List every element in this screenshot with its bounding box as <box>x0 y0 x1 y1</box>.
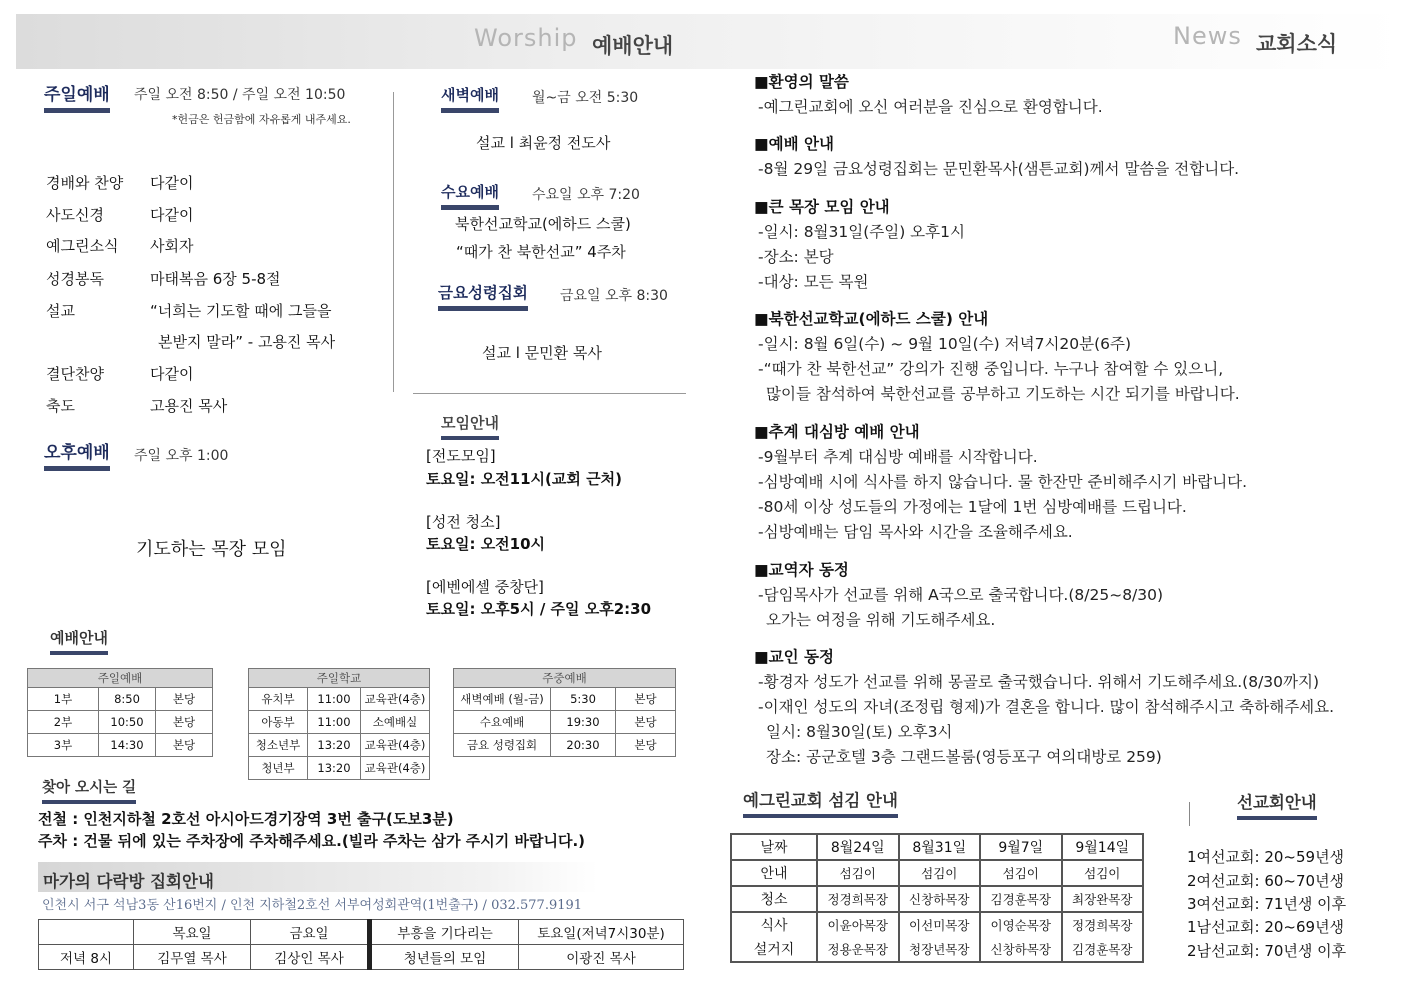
table-cell: 이윤아목장 <box>817 912 899 937</box>
table-cell: 이영순목장 <box>980 912 1062 937</box>
afternoon-worship-time: 주일 오후 1:00 <box>134 448 229 464</box>
wednesday-line2: “때가 찬 북한선교” 4주차 <box>456 243 626 261</box>
table-row <box>249 734 430 757</box>
table-row <box>249 711 430 734</box>
news-line: -9월부터 추계 대심방 예배를 시작합니다. <box>758 448 1038 466</box>
sunday-service-table <box>27 668 213 757</box>
table-cell: 소예배실 <box>361 711 430 734</box>
wednesday-line1: 북한선교학교(에하드 스쿨) <box>455 215 631 233</box>
table-header: 주중예배 <box>454 669 676 688</box>
worship-tables-title: 예배안내 <box>50 627 108 655</box>
news-line: -일시: 8월31일(주일) 오후1시 <box>758 223 965 241</box>
order-label: 설교 <box>46 302 75 320</box>
service-title: 예그린교회 섬김 안내 <box>743 787 898 818</box>
wednesday-worship-title: 수요예배 <box>441 181 499 210</box>
news-title: ■교역자 동정 <box>754 561 849 579</box>
dawn-worship-title: 새벽예배 <box>441 84 499 113</box>
table-cell: 청소년부 <box>249 734 308 757</box>
order-label: 사도신경 <box>46 206 104 224</box>
mission-item: 1여선교회: 20~59년생 <box>1187 848 1345 866</box>
order-label: 결단찬양 <box>46 365 104 383</box>
table-row <box>731 912 1143 937</box>
table-cell: 섬김이 <box>980 860 1062 886</box>
afternoon-worship-desc: 기도하는 목장 모임 <box>136 539 287 560</box>
order-label: 예그린소식 <box>46 237 119 255</box>
table-cell: 날짜 <box>731 834 817 860</box>
magah-title: 마가의 다락방 집회안내 <box>43 872 214 891</box>
directions-title: 찾아 오시는 길 <box>42 776 136 804</box>
offering-note: *헌금은 헌금함에 자유롭게 내주세요. <box>172 113 351 126</box>
news-line: -장소: 본당 <box>758 248 834 266</box>
friday-preacher: 설교 l 문민환 목사 <box>482 344 602 362</box>
table-cell: 새벽예배 (월-금) <box>454 688 551 711</box>
table-cell: 아동부 <box>249 711 308 734</box>
table-row <box>454 711 676 734</box>
table-row <box>28 734 213 757</box>
table-cell: 최장완목장 <box>1062 886 1144 912</box>
friday-worship-time: 금요일 오후 8:30 <box>560 288 668 304</box>
order-value: “너희는 기도할 때에 그들을 <box>150 302 332 320</box>
news-en-title: News <box>1173 22 1242 50</box>
table-cell <box>39 920 134 945</box>
table-cell: 목요일 <box>134 920 251 945</box>
table-row <box>731 860 1143 886</box>
news-line: -80세 이상 성도들의 가정에는 1달에 1번 심방예배를 드립니다. <box>758 498 1187 516</box>
news-title: ■추계 대심방 예배 안내 <box>754 423 920 441</box>
table-cell: 11:00 <box>308 688 361 711</box>
table-cell: 청년들의 모임 <box>370 945 519 970</box>
sunday-school-table <box>248 668 430 780</box>
table-cell: 금요일 <box>251 920 370 945</box>
table-cell: 섬김이 <box>817 860 899 886</box>
table-cell: 정경희목장 <box>1062 912 1144 937</box>
table-cell: 수요예배 <box>454 711 551 734</box>
table-cell: 10:50 <box>99 711 156 734</box>
table-cell: 3부 <box>28 734 99 757</box>
table-cell: 정용운목장 <box>817 937 899 962</box>
news-line: 오가는 여정을 위해 기도해주세요. <box>766 611 996 629</box>
worship-en-title: Worship <box>474 24 578 52</box>
table-cell: 설거지 <box>731 937 817 962</box>
meeting-time: 토요일: 오전10시 <box>426 535 546 553</box>
table-cell: 청년부 <box>249 757 308 780</box>
news-ko-title: 교회소식 <box>1256 32 1338 56</box>
table-cell: 교육관(4층) <box>361 757 430 780</box>
table-cell: 19:30 <box>551 711 616 734</box>
table-cell: 신창하목장 <box>980 937 1062 962</box>
weekday-service-table <box>453 668 676 757</box>
table-cell: 교육관(4층) <box>361 688 430 711</box>
order-label: 성경봉독 <box>46 270 104 288</box>
table-cell: 13:20 <box>308 734 361 757</box>
table-header: 주일학교 <box>249 669 430 688</box>
order-value: 마태복음 6장 5-8절 <box>150 270 281 288</box>
order-value: 다같이 <box>150 206 194 224</box>
meeting-time: 토요일: 오전11시(교회 근처) <box>426 470 622 488</box>
dawn-worship-time: 월~금 오전 5:30 <box>532 90 639 106</box>
table-cell: 금요 성령집회 <box>454 734 551 757</box>
table-cell: 본당 <box>156 711 213 734</box>
news-title: ■교인 동정 <box>754 648 834 666</box>
table-cell: 본당 <box>616 734 676 757</box>
table-cell: 김상인 목사 <box>251 945 370 970</box>
table-cell: 신창하목장 <box>899 886 981 912</box>
directions-parking: 주차 : 건물 뒤에 있는 주차장에 주차해주세요.(빌라 주차는 삼가 주시기 바랍니다.) <box>38 832 586 850</box>
table-row <box>454 688 676 711</box>
table-row <box>731 937 1143 962</box>
mission-item: 3여선교회: 71년생 이후 <box>1187 895 1347 913</box>
meeting-name: [전도모임] <box>426 447 496 465</box>
table-cell: 9월14일 <box>1062 834 1144 860</box>
table-cell: 교육관(4층) <box>361 734 430 757</box>
table-cell: 8월31일 <box>899 834 981 860</box>
table-cell: 정경희목장 <box>817 886 899 912</box>
order-value: 사회자 <box>150 237 194 255</box>
table-cell: 이선미목장 <box>899 912 981 937</box>
table-cell: 유치부 <box>249 688 308 711</box>
magah-address: 인천시 서구 석남3동 산16번지 / 인천 지하철2호선 서부여성회관역(1번출구) / 032.577.9191 <box>42 898 583 913</box>
table-row <box>731 886 1143 912</box>
news-line: -8월 29일 금요성령집회는 문민환목사(샘튼교회)께서 말씀을 전합니다. <box>758 160 1240 178</box>
meeting-name: [성전 청소] <box>426 513 501 531</box>
order-value: 다같이 <box>150 365 194 383</box>
dawn-preacher: 설교 l 최윤정 전도사 <box>476 134 611 152</box>
table-cell: 김경훈목장 <box>1062 937 1144 962</box>
meeting-time: 토요일: 오후5시 / 주일 오후2:30 <box>426 600 652 618</box>
table-row <box>39 945 684 970</box>
section-divider <box>413 393 686 394</box>
mission-item: 2남선교회: 70년생 이후 <box>1187 942 1347 960</box>
table-cell: 김경훈목장 <box>980 886 1062 912</box>
table-cell: 저녁 8시 <box>39 945 134 970</box>
mission-item: 2여선교회: 60~70년생 <box>1187 872 1345 890</box>
news-line: -이재인 성도의 자녀(조정립 형제)가 결혼을 합니다. 많이 참석해주시고 축하해주세요. <box>758 698 1335 716</box>
table-row <box>28 688 213 711</box>
table-cell: 부흥을 기다리는 <box>370 920 519 945</box>
news-line: -일시: 8월 6일(수) ~ 9월 10일(수) 저녁7시20분(6주) <box>758 335 1132 353</box>
table-header: 주일예배 <box>28 669 213 688</box>
table-cell: 14:30 <box>99 734 156 757</box>
table-cell: 본당 <box>156 688 213 711</box>
news-line: 일시: 8월30일(토) 오후3시 <box>766 723 953 741</box>
table-cell: 토요일(저녁7시30분) <box>519 920 684 945</box>
table-row <box>454 734 676 757</box>
news-line: 장소: 공군호텔 3층 그랜드볼룸(영등포구 여의대방로 259) <box>766 748 1162 766</box>
mission-title: 선교회안내 <box>1237 789 1317 820</box>
table-row <box>28 711 213 734</box>
table-cell: 청소 <box>731 886 817 912</box>
news-line: -예그린교회에 오신 여러분을 진심으로 환영합니다. <box>758 98 1103 116</box>
order-label: 경배와 찬양 <box>46 174 124 192</box>
sunday-worship-times: 주일 오전 8:50 / 주일 오전 10:50 <box>134 87 346 103</box>
table-cell: 20:30 <box>551 734 616 757</box>
news-line: -황경자 성도가 선교를 위해 몽골로 출국했습니다. 위해서 기도해주세요.(8/30까지) <box>758 673 1320 691</box>
table-cell: 이광진 목사 <box>519 945 684 970</box>
news-line: -“때가 찬 북한선교” 강의가 진행 중입니다. 누구나 참여할 수 있으니, <box>758 360 1224 378</box>
table-row <box>39 920 684 945</box>
table-cell: 8:50 <box>99 688 156 711</box>
meetings-title: 모임안내 <box>441 412 499 440</box>
news-title: ■예배 안내 <box>754 135 834 153</box>
meeting-name: [에벤에셀 중창단] <box>426 578 544 596</box>
news-title: ■환영의 말씀 <box>754 73 849 91</box>
worship-ko-title: 예배안내 <box>592 34 674 58</box>
sunday-worship-title: 주일예배 <box>44 80 110 113</box>
table-cell: 2부 <box>28 711 99 734</box>
order-value: 다같이 <box>150 174 194 192</box>
friday-worship-title: 금요성령집회 <box>438 281 528 311</box>
table-cell: 섬김이 <box>899 860 981 886</box>
table-cell: 13:20 <box>308 757 361 780</box>
news-title: ■큰 목장 모임 안내 <box>754 198 890 216</box>
news-title: ■북한선교학교(에하드 스쿨) 안내 <box>754 310 989 328</box>
news-line: -심방예배 시에 식사를 하지 않습니다. 물 한잔만 준비해주시기 바랍니다. <box>758 473 1248 491</box>
afternoon-worship-title: 오후예배 <box>44 438 110 471</box>
table-row <box>249 757 430 780</box>
table-cell: 본당 <box>616 711 676 734</box>
table-cell: 본당 <box>616 688 676 711</box>
table-row <box>731 834 1143 860</box>
order-value: 본받지 말라” - 고용진 목사 <box>158 333 336 351</box>
table-cell: 5:30 <box>551 688 616 711</box>
table-cell: 식사 <box>731 912 817 937</box>
column-divider <box>393 92 394 392</box>
table-cell: 9월7일 <box>980 834 1062 860</box>
order-value: 고용진 목사 <box>150 397 228 415</box>
mission-item: 1남선교회: 20~69년생 <box>1187 918 1345 936</box>
news-line: -담임목사가 선교를 위해 A국으로 출국합니다.(8/25~8/30) <box>758 586 1164 604</box>
directions-subway: 전철 : 인천지하철 2호선 아시아드경기장역 3번 출구(도보3분) <box>38 810 454 828</box>
news-line: -심방예배는 담임 목사와 시간을 조율해주세요. <box>758 523 1073 541</box>
table-cell: 11:00 <box>308 711 361 734</box>
table-cell: 1부 <box>28 688 99 711</box>
table-cell: 안내 <box>731 860 817 886</box>
mission-divider <box>1189 802 1190 826</box>
news-line: 많이들 참석하여 북한선교를 공부하고 기도하는 시간 되기를 바랍니다. <box>766 385 1240 403</box>
table-cell: 섬김이 <box>1062 860 1144 886</box>
order-label: 축도 <box>46 397 75 415</box>
table-cell: 8월24일 <box>817 834 899 860</box>
table-row <box>249 688 430 711</box>
service-table <box>730 833 1144 963</box>
table-cell: 김무열 목사 <box>134 945 251 970</box>
table-cell: 본당 <box>156 734 213 757</box>
wednesday-worship-time: 수요일 오후 7:20 <box>532 187 640 203</box>
news-line: -대상: 모든 목원 <box>758 273 869 291</box>
magah-schedule-table <box>38 919 684 970</box>
table-cell: 청장년목장 <box>899 937 981 962</box>
